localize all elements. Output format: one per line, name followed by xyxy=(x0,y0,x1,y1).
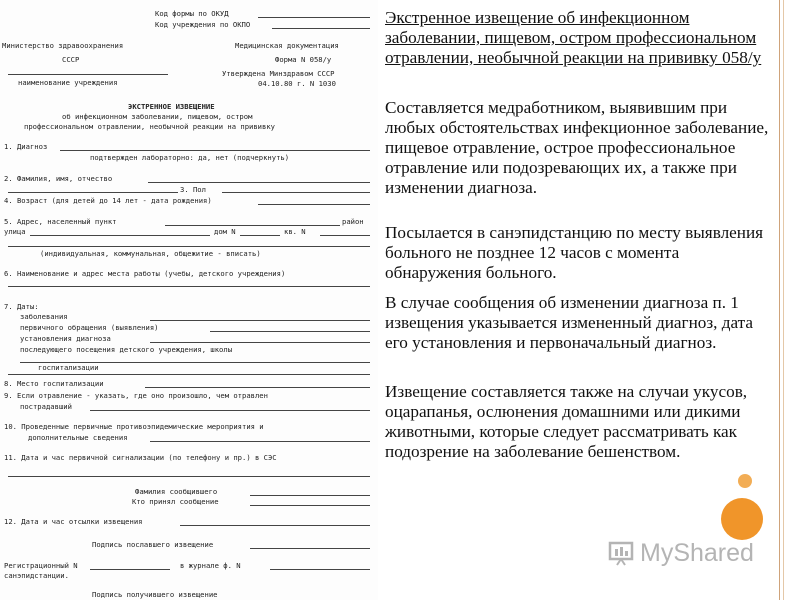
paragraph-diagnosis-change: В случае сообщения об изменении диагноза п. 1 извещения указывается измененный диагноз, дата его установления и первоначальный диагноз. xyxy=(385,293,754,352)
field-sender: Фамилия сообщившего xyxy=(135,487,218,496)
form-scan xyxy=(0,0,378,600)
paragraph-composed-by: Составляется медработником, выявившим при любых обстоятельствах инфекционное заболевание, пищевое отравление, острое профессиональное отравление или подозревающих их, а также при изменении диагноза. xyxy=(385,98,769,197)
field-age: 4. Возраст (для детей до 14 лет - дата рождения) xyxy=(4,196,212,205)
field-full-name: 2. Фамилия, имя, отчество xyxy=(4,174,113,183)
field-journal: в журнале ф. N xyxy=(180,561,241,570)
approved-date: 04.10.80 г. N 1030 xyxy=(258,79,336,88)
field-date-first-visit: первичного обращения (выявления) xyxy=(20,323,159,332)
field-street: улица xyxy=(4,227,26,236)
field-measures: 10. Проведенные первичные противоэпидемические мероприятия и xyxy=(4,422,264,431)
okpo-label: Код учреждения по ОКПО xyxy=(155,20,251,29)
field-date-illness: заболевания xyxy=(20,312,68,321)
field-date-last-visit: последующего посещения детского учреждения, школы xyxy=(20,345,233,354)
field-sign-sent: Подпись пославшего извещение xyxy=(92,540,214,549)
slide-border-line-secondary xyxy=(783,0,784,600)
field-sign-recv: Подпись получившего извещение xyxy=(92,590,218,599)
field-lab-confirmed: подтвержден лабораторно: да, нет (подчеркнуть) xyxy=(90,153,290,162)
field-apt: кв. N xyxy=(284,227,306,236)
field-date-diagnosis: установления диагноза xyxy=(20,334,111,343)
myshared-logo xyxy=(608,538,754,568)
ussr-label: СССР xyxy=(62,55,80,64)
field-send-time: 12. Дата и час отсылки извещения xyxy=(4,517,143,526)
field-victim: пострадавший xyxy=(20,402,72,411)
med-doc-label: Медицинская документация xyxy=(235,41,339,50)
field-ses: санэпидстанции. xyxy=(4,571,69,580)
field-additional-info: дополнительные сведения xyxy=(28,433,128,442)
field-housing-hint: (индивидуальная, коммунальная, общежитие - вписать) xyxy=(40,249,261,258)
field-receiver: Кто принял сообщение xyxy=(132,497,219,506)
field-reg-number: Регистрационный N xyxy=(4,561,78,570)
okud-label: Код формы по ОКУД xyxy=(155,9,229,18)
field-diagnosis: 1. Диагноз xyxy=(4,142,48,151)
field-house: дом N xyxy=(214,227,236,236)
field-dates: 7. Даты: xyxy=(4,302,39,311)
slide-border-line xyxy=(779,0,780,600)
decor-circle-large xyxy=(721,498,763,540)
form-subheading-1: об инфекционном заболевании, пищевом, остром xyxy=(62,112,253,121)
field-first-signal: 11. Дата и час первичной сигнализации (по телефону и пр.) в СЭС xyxy=(4,453,277,462)
form-heading: ЭКСТРЕННОЕ ИЗВЕЩЕНИЕ xyxy=(128,102,215,111)
field-rayon: район xyxy=(342,217,364,226)
field-sex: 3. Пол xyxy=(180,185,206,194)
ministry-label: Министерство здравоохранения xyxy=(2,41,124,50)
logo-text: MyShared xyxy=(640,538,754,567)
field-date-hospitalization: госпитализации xyxy=(38,363,99,372)
presentation-icon xyxy=(608,540,634,566)
decor-circle-small xyxy=(738,474,752,488)
field-workplace: 6. Наименование и адрес места работы (учебы, детского учреждения) xyxy=(4,269,286,278)
approved-label: Утверждена Минздравом СССР xyxy=(222,69,335,78)
field-address: 5. Адрес, населенный пункт xyxy=(4,217,117,226)
slide-title: Экстренное извещение об инфекционном заболевании, пищевом, остром профессиональном отравлении, необычной реакции на прививку 058/у xyxy=(385,8,762,67)
paragraph-sent-to: Посылается в санэпидстанцию по месту выявления больного не позднее 12 часов с момента обнаружения больного. xyxy=(385,223,764,282)
form-number: Форма N 058/у xyxy=(275,55,332,64)
institution-name-label: наименование учреждения xyxy=(18,78,118,87)
field-hospital-place: 8. Место госпитализации xyxy=(4,379,104,388)
field-poisoning: 9. Если отравление - указать, где оно произошло, чем отравлен xyxy=(4,391,268,400)
paragraph-animal-bites: Извещение составляется также на случаи укусов, оцарапанья, ослюнения домашними или дикими животными, которые следует рассматривать как подозрение на заболевание бешенством. xyxy=(385,382,748,461)
form-subheading-2: профессиональном отравлении, необычной реакции на прививку xyxy=(24,122,275,131)
